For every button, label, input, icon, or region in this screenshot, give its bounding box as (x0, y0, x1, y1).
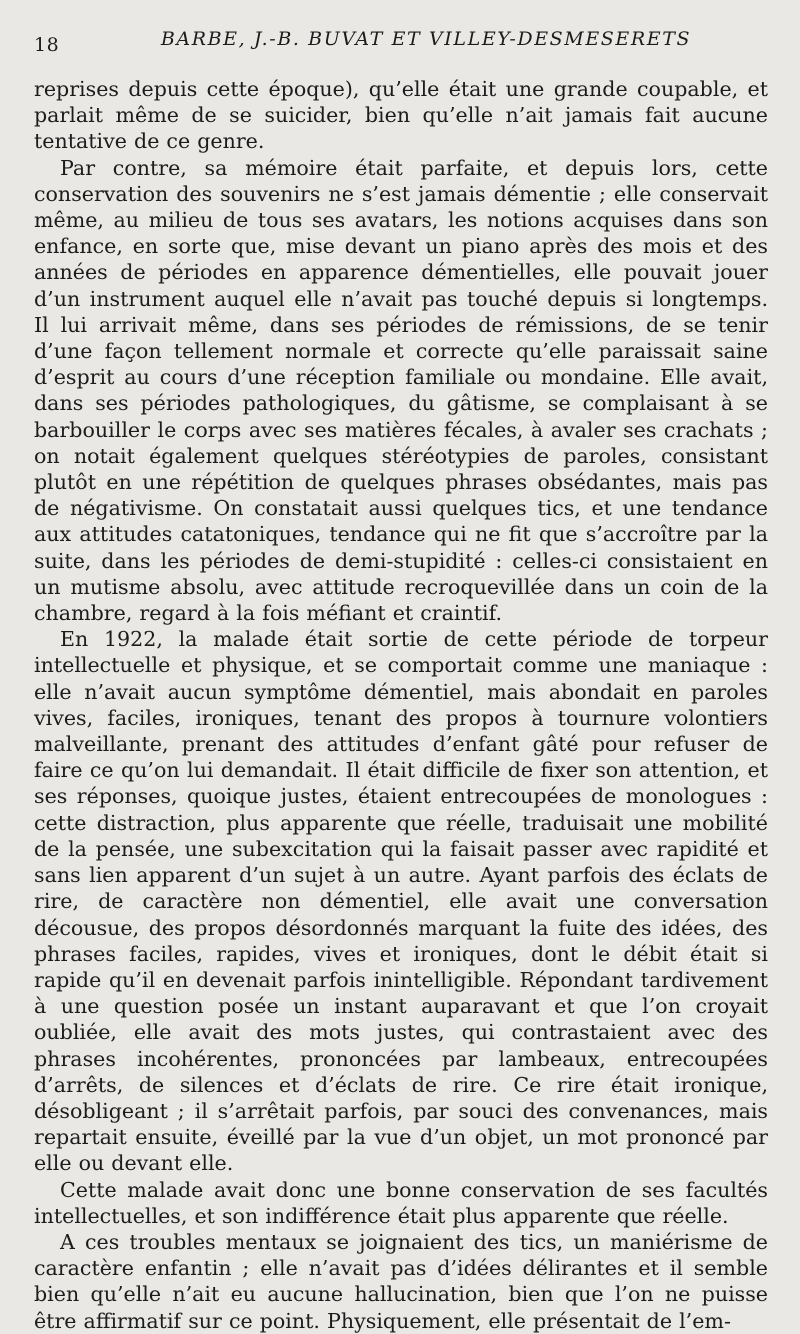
paragraph-1922: En 1922, la malade était sortie de cette période de torpeur intellectuelle et physique, et se comportait comme une maniaque : elle n’avait aucun symptôme démentiel, mais abondait en paroles vives, faciles, ironiques, tenant des propos à tournure volontiers malveillante, prenant des attitudes d’enfant gâté pour refuser de faire ce qu’on lui demandait. Il était difficile de fixer son attention, et ses réponses, quoique justes, étaient entrecoupées de monologues : cette distraction, plus apparente que réelle, traduisait une mobilité de la pensée, une subexcitation qui la faisait passer avec rapidité et sans lien apparent d’un sujet à un autre. Ayant parfois des éclats de rire, de caractère non démentiel, elle avait une conversation décousue, des propos désordonnés marquant la fuite des idées, des phrases faciles, rapides, vives et ironiques, dont le débit était si rapide qu’il en devenait parfois inintelligible. Répondant tardivement à une question posée un instant auparavant et que l’on croyait oubliée, elle avait des mots justes, qui contrastaient avec des phrases incohérentes, prononcées par lambeaux, entrecoupées d’arrêts, de silences et d’éclats de rire. Ce rire était ironique, désobligeant ; il s’arrêtait parfois, par souci des convenances, mais repartait ensuite, éveillé par la vue d’un objet, un mot prononcé par elle ou devant elle. (34, 627, 768, 1176)
paragraph-continuation: reprises depuis cette époque), qu’elle était une grande coupable, et parlait même de se suicider, bien qu’elle n’ait jamais fait aucune tentative de ce genre. (34, 77, 768, 154)
paragraph-memory: Par contre, sa mémoire était parfaite, et depuis lors, cette conservation des souvenirs ne s’est jamais démentie ; elle conservait même, au milieu de tous ses avatars, les notions acquises dans son enfance, en sorte que, mise devant un piano après des mois et des années de périodes en apparence démentielles, elle pouvait jouer d’un instrument auquel elle n’avait pas touché depuis si longtemps. Il lui arrivait même, dans ses périodes de rémissions, de se tenir d’une façon tellement normale et correcte qu’elle paraissait saine d’esprit au cours d’une réception familiale ou mondaine. Elle avait, dans ses périodes pathologiques, du gâtisme, se complaisant à se barbouiller le corps avec ses matières fécales, à avaler ses crachats ; on notait également quelques stéréotypies de paroles, consistant plutôt en une répétition de quelques phrases obsédantes, mais pas de négativisme. On constatait aussi quelques tics, et une tendance aux attitudes catatoniques, tendance qui ne fit que s’accroître par la suite, dans les périodes de demi-stupidité : celles-ci consistaient en un mutisme absolu, avec attitude recroquevillée dans un coin de la chambre, regard à la fois méfiant et craintif. (34, 155, 768, 626)
page-number: 18 (34, 34, 60, 56)
running-title: BARBE, J.-B. BUVAT ET VILLEY-DESMESERETS (160, 28, 692, 50)
body-text (34, 76, 768, 1334)
paragraph-conservation: Cette malade avait donc une bonne conservation de ses facultés intellectuelles, et son indifférence était plus apparente que réelle. (34, 1177, 768, 1228)
paragraph-troubles: A ces troubles mentaux se joignaient des tics, un maniérisme de caractère enfantin ; elle n’avait pas d’idées délirantes et il semble bien qu’elle n’ait eu aucune hallucination, bien que l’on ne puisse être affirmatif sur ce point. Physiquement, elle présentait de l’em- (34, 1229, 768, 1333)
running-head (34, 0, 768, 56)
